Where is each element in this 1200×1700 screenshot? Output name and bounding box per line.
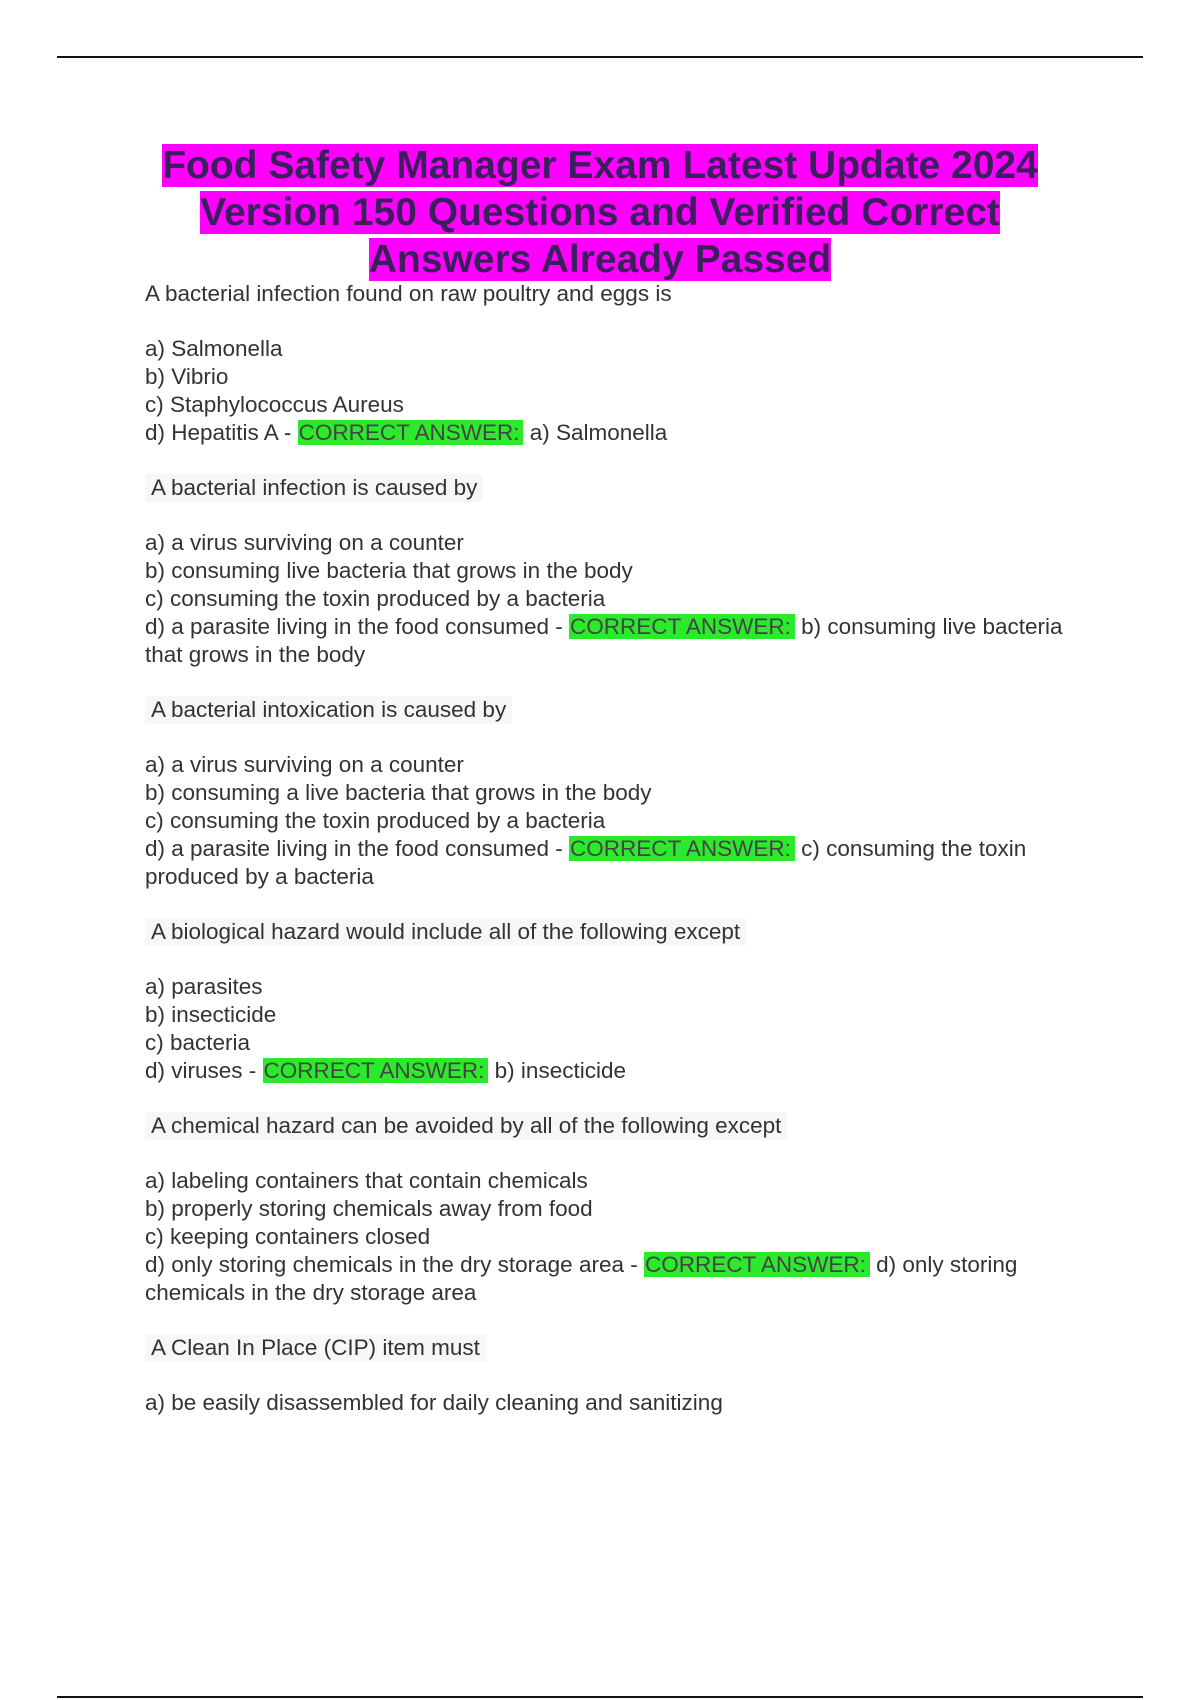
question-block [145, 280, 1100, 447]
option-d: d) a parasite living in the food consumed - [145, 614, 563, 639]
question-text: A biological hazard would include all of the following except [145, 918, 746, 946]
option-a: a) a virus surviving on a counter [145, 752, 464, 777]
question-block [145, 696, 1100, 891]
option-b: b) insecticide [145, 1002, 277, 1027]
question-text: A bacterial infection found on raw poultry and eggs is [145, 281, 672, 306]
top-rule [57, 56, 1143, 58]
question-block [145, 1112, 1100, 1307]
question-block [145, 1334, 1100, 1417]
title-line-3: Answers Already Passed [368, 238, 832, 281]
option-d-answer-line [145, 835, 1100, 891]
title-line-1: Food Safety Manager Exam Latest Update 2024 [162, 144, 1038, 187]
question-text: A chemical hazard can be avoided by all of the following except [145, 1112, 787, 1140]
option-b: b) consuming a live bacteria that grows in the body [145, 780, 652, 805]
option-c: c) consuming the toxin produced by a bacteria [145, 586, 606, 611]
option-d: d) viruses - [145, 1058, 257, 1083]
option-d: d) a parasite living in the food consumed - [145, 836, 563, 861]
correct-answer: b) insecticide [494, 1058, 626, 1083]
correct-answer-marker: CORRECT ANSWER: [569, 614, 795, 639]
option-a: a) Salmonella [145, 336, 283, 361]
question-text: A Clean In Place (CIP) item must [145, 1334, 486, 1362]
title-line-2: Version 150 Questions and Verified Correct [200, 191, 1000, 234]
option-a: a) labeling containers that contain chemicals [145, 1168, 588, 1193]
option-b: b) Vibrio [145, 364, 229, 389]
option-c: c) consuming the toxin produced by a bacteria [145, 808, 606, 833]
option-a: a) parasites [145, 974, 263, 999]
option-a: a) a virus surviving on a counter [145, 530, 464, 555]
option-b: b) properly storing chemicals away from food [145, 1196, 593, 1221]
question-block [145, 474, 1100, 669]
option-d-answer-line [145, 613, 1100, 669]
correct-answer: d) only storing chemicals in the dry storage area [145, 1252, 1018, 1305]
option-d: d) only storing chemicals in the dry storage area - [145, 1252, 638, 1277]
option-c: c) keeping containers closed [145, 1224, 431, 1249]
correct-answer-marker: CORRECT ANSWER: [644, 1252, 870, 1277]
option-d: d) Hepatitis A - [145, 420, 292, 445]
correct-answer: a) Salmonella [529, 420, 668, 445]
correct-answer: b) consuming live bacteria that grows in the body [145, 614, 1063, 667]
questions-list [145, 280, 1100, 1444]
option-c: c) Staphylococcus Aureus [145, 392, 404, 417]
option-c: c) bacteria [145, 1030, 251, 1055]
correct-answer: c) consuming the toxin produced by a bacteria [145, 836, 1027, 889]
question-text: A bacterial infection is caused by [145, 474, 483, 502]
bottom-rule [57, 1696, 1143, 1698]
option-a: a) be easily disassembled for daily cleaning and sanitizing [145, 1390, 723, 1415]
option-d-answer-line [145, 1251, 1100, 1307]
option-d-answer-line [145, 419, 1100, 447]
option-d-answer-line [145, 1057, 1100, 1085]
correct-answer-marker: CORRECT ANSWER: [263, 1058, 489, 1083]
correct-answer-marker: CORRECT ANSWER: [569, 836, 795, 861]
document-title [100, 142, 1100, 283]
question-text: A bacterial intoxication is caused by [145, 696, 512, 724]
question-block [145, 918, 1100, 1085]
option-b: b) consuming live bacteria that grows in the body [145, 558, 633, 583]
correct-answer-marker: CORRECT ANSWER: [298, 420, 524, 445]
